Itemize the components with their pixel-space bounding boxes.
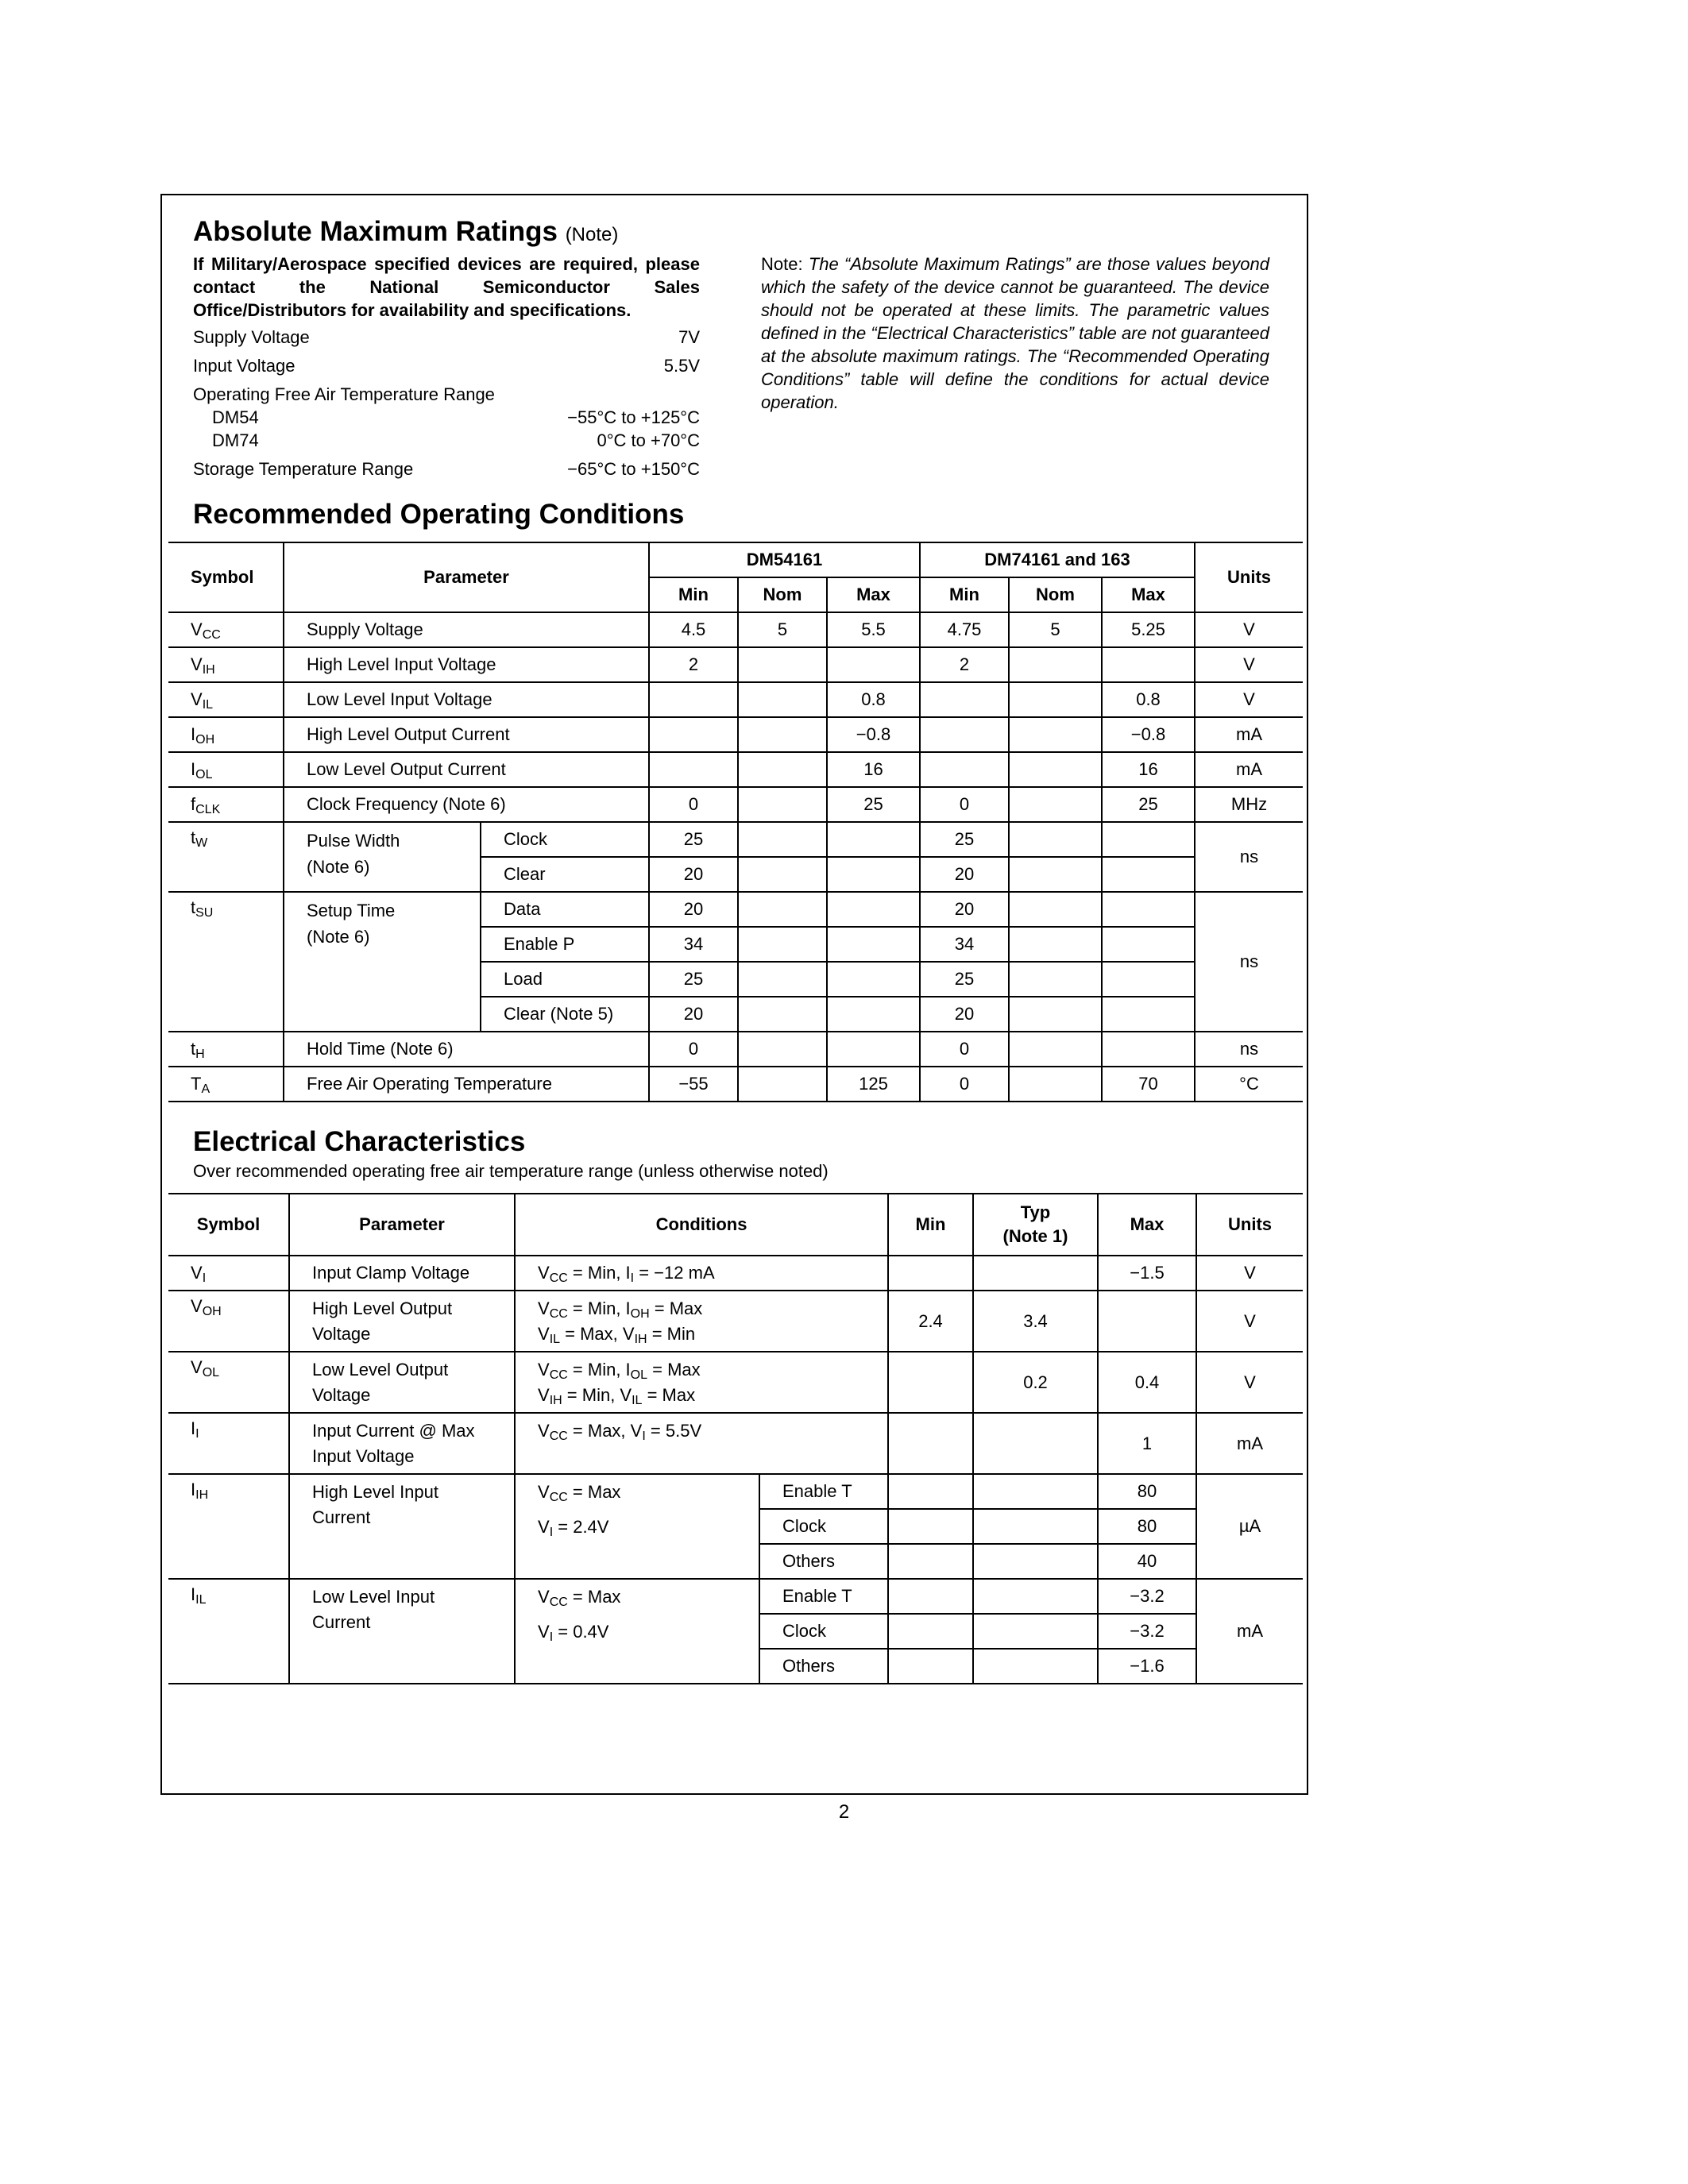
- value: 25: [920, 822, 1009, 857]
- value: [827, 822, 920, 857]
- value: [738, 822, 827, 857]
- max: 40: [1098, 1544, 1196, 1579]
- sub-condition: Others: [759, 1544, 888, 1579]
- value: [827, 647, 920, 682]
- symbol-tw: $t_W$: [168, 822, 284, 892]
- min: [888, 1579, 973, 1614]
- value: [1009, 892, 1102, 927]
- min: [888, 1352, 973, 1413]
- unit: V: [1195, 647, 1303, 682]
- condition: $V_{CC}$ = Max $V_I = 0.4V$: [515, 1579, 759, 1684]
- table-row: [168, 1032, 1303, 1067]
- max: −1.6: [1098, 1649, 1196, 1684]
- value: [827, 927, 920, 962]
- condition: $V_{CC}$ = Max $V_I = 2.4V$: [515, 1474, 759, 1579]
- value: 2: [649, 647, 738, 682]
- value: [920, 682, 1009, 717]
- ec-h-parameter: Parameter: [289, 1194, 515, 1256]
- condition: $V_{CC}$ = Min, $I_{OH}$ = Max $V_{IL}$ = Max, $V_{IH}$ = Min: [515, 1291, 888, 1352]
- value: [1009, 717, 1102, 752]
- value: 20: [649, 892, 738, 927]
- typ: [973, 1256, 1098, 1291]
- table-row: [168, 1413, 1303, 1474]
- roc-h-units: Units: [1195, 542, 1303, 612]
- table-row: [168, 612, 1303, 647]
- min: 2.4: [888, 1291, 973, 1352]
- param: Setup Time (Note 6): [284, 892, 481, 1032]
- value: 4.75: [920, 612, 1009, 647]
- value: [738, 857, 827, 892]
- sub-condition: Enable T: [759, 1579, 888, 1614]
- typ: 3.4: [973, 1291, 1098, 1352]
- max: −3.2: [1098, 1579, 1196, 1614]
- ec-h-conditions: Conditions: [515, 1194, 888, 1256]
- value: 25: [649, 962, 738, 997]
- dm54-label: DM54: [212, 407, 259, 427]
- value: [1102, 1032, 1195, 1067]
- ec-table: [168, 1193, 1303, 1684]
- param: Pulse Width (Note 6): [284, 822, 481, 892]
- value: 5: [738, 612, 827, 647]
- table-row: [168, 1579, 1303, 1614]
- value: [738, 647, 827, 682]
- unit: V: [1196, 1256, 1303, 1291]
- value: −55: [649, 1067, 738, 1102]
- ec-h-min: Min: [888, 1194, 973, 1256]
- value: 20: [920, 892, 1009, 927]
- param: Low Level Output Voltage: [289, 1352, 515, 1413]
- value: 0.8: [1102, 682, 1195, 717]
- table-row: [168, 1352, 1303, 1413]
- condition: Enable P: [481, 927, 649, 962]
- value: 70: [1102, 1067, 1195, 1102]
- value: [827, 857, 920, 892]
- value: [738, 927, 827, 962]
- unit: mA: [1195, 717, 1303, 752]
- param: Clock Frequency (Note 6): [284, 787, 649, 822]
- value: [1102, 997, 1195, 1032]
- typ: [973, 1413, 1098, 1474]
- roc-h-nom: Nom: [1009, 577, 1102, 612]
- min: [888, 1649, 973, 1684]
- value: 4.5: [649, 612, 738, 647]
- value: 5: [1009, 612, 1102, 647]
- value: 0: [649, 1032, 738, 1067]
- param: Input Current @ Max Input Voltage: [289, 1413, 515, 1474]
- typ: [973, 1614, 1098, 1649]
- value: [1102, 927, 1195, 962]
- value: [738, 892, 827, 927]
- unit: ns: [1195, 1032, 1303, 1067]
- value: [827, 962, 920, 997]
- value: [1102, 857, 1195, 892]
- table-row: [168, 1067, 1303, 1102]
- table-row: [168, 822, 1303, 857]
- value: 34: [920, 927, 1009, 962]
- value: [1009, 962, 1102, 997]
- ec-h-units: Units: [1196, 1194, 1303, 1256]
- param: Low Level Input Voltage: [284, 682, 649, 717]
- value: 0: [920, 1067, 1009, 1102]
- roc-h-nom: Nom: [738, 577, 827, 612]
- value: [920, 752, 1009, 787]
- typ: [973, 1544, 1098, 1579]
- value: 25: [1102, 787, 1195, 822]
- value: 25: [827, 787, 920, 822]
- min: [888, 1256, 973, 1291]
- symbol-vih: $V_{IH}$: [168, 647, 284, 682]
- param: Low Level Input Current: [289, 1579, 515, 1684]
- unit: V: [1195, 682, 1303, 717]
- value: 5.5: [827, 612, 920, 647]
- value: [1009, 822, 1102, 857]
- table-row: [168, 752, 1303, 787]
- symbol-vol: $V_{OL}$: [168, 1352, 289, 1413]
- roc-h-symbol: Symbol: [168, 542, 284, 612]
- value: [1102, 822, 1195, 857]
- roc-h-min: Min: [920, 577, 1009, 612]
- value: [649, 752, 738, 787]
- max: 80: [1098, 1474, 1196, 1509]
- ec-title: Electrical Characteristics: [193, 1126, 526, 1157]
- sub-condition: Clock: [759, 1509, 888, 1544]
- roc-h-min: Min: [649, 577, 738, 612]
- max: [1098, 1291, 1196, 1352]
- value: [1009, 787, 1102, 822]
- value: [827, 892, 920, 927]
- supply-label: Supply Voltage: [193, 327, 310, 347]
- symbol-vil: $V_{IL}$: [168, 682, 284, 717]
- roc-h-dm74: DM74161 and 163: [920, 542, 1195, 577]
- symbol-voh: $V_{OH}$: [168, 1291, 289, 1352]
- value: 2: [920, 647, 1009, 682]
- unit: MHz: [1195, 787, 1303, 822]
- typ: [973, 1649, 1098, 1684]
- input-value: 5.5V: [663, 356, 700, 376]
- param: Input Clamp Voltage: [289, 1256, 515, 1291]
- symbol-ta: $T_A$: [168, 1067, 284, 1102]
- value: [738, 997, 827, 1032]
- unit: mA: [1195, 752, 1303, 787]
- table-row: [168, 1256, 1303, 1291]
- value: [1009, 857, 1102, 892]
- unit: mA: [1196, 1413, 1303, 1474]
- condition: Clock: [481, 822, 649, 857]
- ec-h-typ: Typ (Note 1): [973, 1194, 1098, 1256]
- sub-condition: Enable T: [759, 1474, 888, 1509]
- condition: Data: [481, 892, 649, 927]
- param: High Level Input Current: [289, 1474, 515, 1579]
- value: [1102, 962, 1195, 997]
- value: 20: [920, 857, 1009, 892]
- value: 25: [649, 822, 738, 857]
- value: [1102, 892, 1195, 927]
- unit: µA: [1196, 1474, 1303, 1579]
- param: Low Level Output Current: [284, 752, 649, 787]
- value: 0: [920, 1032, 1009, 1067]
- max: 1: [1098, 1413, 1196, 1474]
- sub-condition: Others: [759, 1649, 888, 1684]
- unit: °C: [1195, 1067, 1303, 1102]
- param: Free Air Operating Temperature: [284, 1067, 649, 1102]
- value: 34: [649, 927, 738, 962]
- unit: ns: [1195, 822, 1303, 892]
- symbol-vi: $V_I$: [168, 1256, 289, 1291]
- unit: V: [1196, 1352, 1303, 1413]
- value: [827, 1032, 920, 1067]
- min: [888, 1413, 973, 1474]
- symbol-vcc: $V_{CC}$: [168, 612, 284, 647]
- condition: $V_{CC}$ = Min, $I_I = -12$ mA: [515, 1256, 888, 1291]
- value: 16: [1102, 752, 1195, 787]
- value: [827, 997, 920, 1032]
- symbol-ioh: $I_{OH}$: [168, 717, 284, 752]
- symbol-tsu: $t_{SU}$: [168, 892, 284, 1032]
- unit: mA: [1196, 1579, 1303, 1684]
- value: 5.25: [1102, 612, 1195, 647]
- param: Hold Time (Note 6): [284, 1032, 649, 1067]
- value: 20: [649, 857, 738, 892]
- unit: V: [1196, 1291, 1303, 1352]
- value: 0: [649, 787, 738, 822]
- ec-h-symbol: Symbol: [168, 1194, 289, 1256]
- value: 16: [827, 752, 920, 787]
- table-row: [168, 892, 1303, 927]
- value: [649, 682, 738, 717]
- storage-label: Storage Temperature Range: [193, 459, 414, 479]
- value: [1009, 997, 1102, 1032]
- value: [1009, 1067, 1102, 1102]
- value: [1009, 752, 1102, 787]
- condition: Load: [481, 962, 649, 997]
- roc-title: Recommended Operating Conditions: [193, 499, 685, 530]
- symbol-iol: $I_{OL}$: [168, 752, 284, 787]
- symbol-fclk: $f_{CLK}$: [168, 787, 284, 822]
- value: 0: [920, 787, 1009, 822]
- value: 25: [920, 962, 1009, 997]
- input-label: Input Voltage: [193, 356, 295, 376]
- sub-condition: Clock: [759, 1614, 888, 1649]
- value: [1102, 647, 1195, 682]
- value: [1009, 682, 1102, 717]
- table-row: [168, 787, 1303, 822]
- max: −1.5: [1098, 1256, 1196, 1291]
- value: [649, 717, 738, 752]
- param: Supply Voltage: [284, 612, 649, 647]
- symbol-th: $t_H$: [168, 1032, 284, 1067]
- value: [738, 1032, 827, 1067]
- symbol-iil: $I_{IL}$: [168, 1579, 289, 1684]
- storage-value: −65°C to +150°C: [567, 459, 700, 479]
- min: [888, 1509, 973, 1544]
- table-row: [168, 647, 1303, 682]
- value: [738, 682, 827, 717]
- supply-value: 7V: [678, 327, 700, 347]
- typ: [973, 1579, 1098, 1614]
- min: [888, 1544, 973, 1579]
- value: 20: [649, 997, 738, 1032]
- typ: 0.2: [973, 1352, 1098, 1413]
- typ: [973, 1474, 1098, 1509]
- ec-subtitle: Over recommended operating free air temperature range (unless otherwise noted): [193, 1161, 829, 1181]
- param: High Level Output Current: [284, 717, 649, 752]
- min: [888, 1614, 973, 1649]
- roc-h-max: Max: [1102, 577, 1195, 612]
- value: −0.8: [827, 717, 920, 752]
- table-row: [168, 1474, 1303, 1509]
- condition: Clear: [481, 857, 649, 892]
- page-number: 2: [838, 1801, 850, 1823]
- max: 0.4: [1098, 1352, 1196, 1413]
- param: High Level Output Voltage: [289, 1291, 515, 1352]
- dm74-label: DM74: [212, 430, 259, 450]
- roc-h-max: Max: [827, 577, 920, 612]
- value: −0.8: [1102, 717, 1195, 752]
- symbol-iih: $I_{IH}$: [168, 1474, 289, 1579]
- roc-h-dm54: DM54161: [649, 542, 920, 577]
- min: [888, 1474, 973, 1509]
- condition: $V_{CC}$ = Max, $V_I = 5.5V$: [515, 1413, 888, 1474]
- max: −3.2: [1098, 1614, 1196, 1649]
- value: [738, 787, 827, 822]
- optemp-label: Operating Free Air Temperature Range: [193, 384, 495, 404]
- roc-h-parameter: Parameter: [284, 542, 649, 612]
- military-notice: If Military/Aerospace specified devices are required, please contact the National Semiconductor Sales Office/Distributors for availability and specifications.: [193, 254, 700, 320]
- value: [1009, 1032, 1102, 1067]
- abs-max-note: Note: The “Absolute Maximum Ratings” are those values beyond which the safety of the device cannot be guaranteed. The device should not be operated at these limits. The parametric values defined in the “Electrical Characteristics” table are not guaranteed at the absolute maximum ratings. The “Recommended Operating Conditions” table will define the conditions for actual device operation.: [761, 254, 1269, 412]
- unit: V: [1195, 612, 1303, 647]
- param: High Level Input Voltage: [284, 647, 649, 682]
- table-row: [168, 682, 1303, 717]
- typ: [973, 1509, 1098, 1544]
- value: 20: [920, 997, 1009, 1032]
- table-row: [168, 717, 1303, 752]
- value: [1009, 927, 1102, 962]
- value: [738, 717, 827, 752]
- symbol-ii: $I_I$: [168, 1413, 289, 1474]
- condition: Clear (Note 5): [481, 997, 649, 1032]
- value: [738, 962, 827, 997]
- value: [920, 717, 1009, 752]
- ec-h-max: Max: [1098, 1194, 1196, 1256]
- condition: $V_{CC}$ = Min, $I_{OL}$ = Max $V_{IH}$ = Min, $V_{IL}$ = Max: [515, 1352, 888, 1413]
- value: 125: [827, 1067, 920, 1102]
- abs-max-title: Absolute Maximum Ratings (Note): [193, 216, 619, 247]
- dm74-value: 0°C to +70°C: [597, 430, 700, 450]
- dm54-value: −55°C to +125°C: [567, 407, 700, 427]
- value: 0.8: [827, 682, 920, 717]
- value: [738, 752, 827, 787]
- unit: ns: [1195, 892, 1303, 1032]
- value: [1009, 647, 1102, 682]
- max: 80: [1098, 1509, 1196, 1544]
- value: [738, 1067, 827, 1102]
- table-row: [168, 1291, 1303, 1352]
- abs-max-ratings: [193, 326, 700, 480]
- roc-table: [168, 542, 1303, 1102]
